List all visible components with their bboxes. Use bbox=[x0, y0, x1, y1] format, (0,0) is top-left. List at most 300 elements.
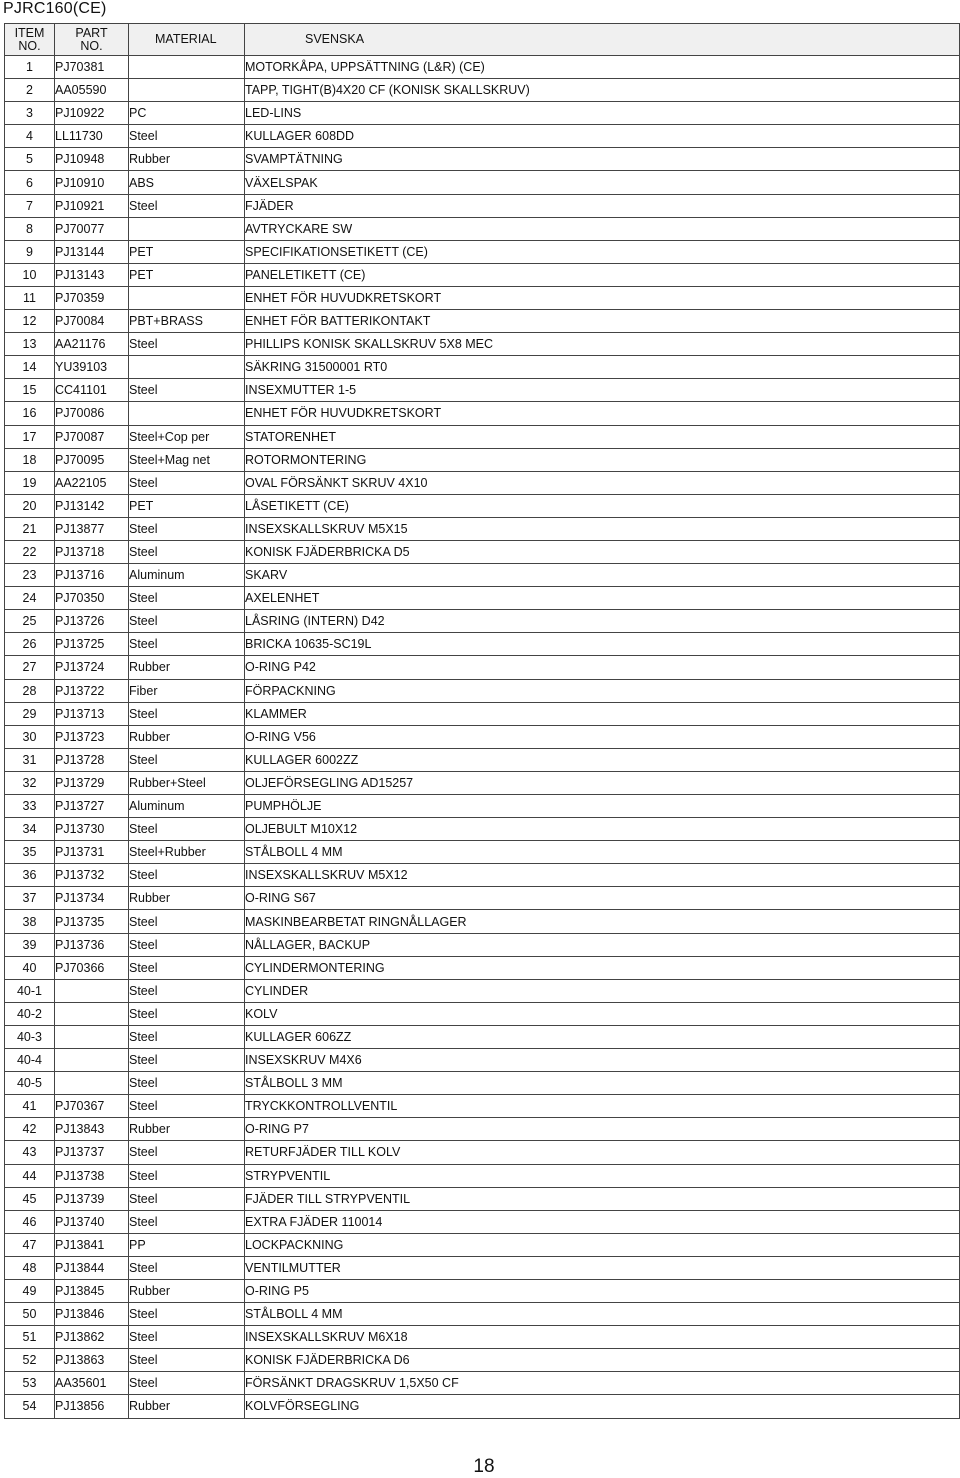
table-row bbox=[5, 1049, 960, 1072]
item-number-cell: 17 bbox=[5, 425, 55, 448]
part-number-cell: PJ13845 bbox=[55, 1279, 129, 1302]
item-number-cell: 14 bbox=[5, 356, 55, 379]
material-cell: Steel bbox=[129, 610, 245, 633]
table-row bbox=[5, 310, 960, 333]
item-number-cell: 36 bbox=[5, 864, 55, 887]
part-number-cell: PJ13734 bbox=[55, 887, 129, 910]
table-row bbox=[5, 471, 960, 494]
part-number-cell: PJ70095 bbox=[55, 448, 129, 471]
material-cell: Steel bbox=[129, 587, 245, 610]
description-cell: KONISK FJÄDERBRICKA D5 bbox=[245, 540, 960, 563]
table-row bbox=[5, 771, 960, 794]
table-row bbox=[5, 979, 960, 1002]
item-number-cell: 43 bbox=[5, 1141, 55, 1164]
material-cell: Steel bbox=[129, 1072, 245, 1095]
part-number-cell: PJ13856 bbox=[55, 1395, 129, 1418]
material-cell bbox=[129, 286, 245, 309]
material-cell: Steel bbox=[129, 633, 245, 656]
part-number-cell: PJ13736 bbox=[55, 933, 129, 956]
item-number-cell: 40-1 bbox=[5, 979, 55, 1002]
material-cell: PBT+BRASS bbox=[129, 310, 245, 333]
description-cell: CYLINDERMONTERING bbox=[245, 956, 960, 979]
table-row bbox=[5, 610, 960, 633]
description-cell: FJÄDER TILL STRYPVENTIL bbox=[245, 1187, 960, 1210]
description-cell: VÄXELSPAK bbox=[245, 171, 960, 194]
material-cell: Rubber bbox=[129, 1395, 245, 1418]
material-cell: Steel+Cop per bbox=[129, 425, 245, 448]
item-number-cell: 40-4 bbox=[5, 1049, 55, 1072]
part-number-cell: AA21176 bbox=[55, 333, 129, 356]
description-cell: STÅLBOLL 4 MM bbox=[245, 841, 960, 864]
table-row bbox=[5, 356, 960, 379]
description-cell: SKARV bbox=[245, 564, 960, 587]
table-row bbox=[5, 263, 960, 286]
material-cell: Steel bbox=[129, 1187, 245, 1210]
part-number-cell: PJ13718 bbox=[55, 540, 129, 563]
part-number-cell: PJ13713 bbox=[55, 702, 129, 725]
item-number-cell: 6 bbox=[5, 171, 55, 194]
header-item-line2: NO. bbox=[18, 38, 41, 53]
part-number-cell: PJ70367 bbox=[55, 1095, 129, 1118]
item-number-cell: 33 bbox=[5, 795, 55, 818]
material-cell: Steel+Rubber bbox=[129, 841, 245, 864]
item-number-cell: 45 bbox=[5, 1187, 55, 1210]
description-cell: INSEXSKALLSKRUV M6X18 bbox=[245, 1326, 960, 1349]
part-number-cell: PJ10922 bbox=[55, 102, 129, 125]
description-cell: SPECIFIKATIONSETIKETT (CE) bbox=[245, 240, 960, 263]
table-row bbox=[5, 1395, 960, 1418]
material-cell: Steel+Mag net bbox=[129, 448, 245, 471]
material-cell: Steel bbox=[129, 1141, 245, 1164]
item-number-cell: 38 bbox=[5, 910, 55, 933]
item-number-cell: 51 bbox=[5, 1326, 55, 1349]
description-cell: KLAMMER bbox=[245, 702, 960, 725]
part-number-cell: PJ70381 bbox=[55, 56, 129, 79]
material-cell: Steel bbox=[129, 379, 245, 402]
item-number-cell: 53 bbox=[5, 1372, 55, 1395]
table-row bbox=[5, 748, 960, 771]
part-number-cell: PJ13716 bbox=[55, 564, 129, 587]
table-row bbox=[5, 494, 960, 517]
material-cell: PET bbox=[129, 494, 245, 517]
description-cell: NÅLLAGER, BACKUP bbox=[245, 933, 960, 956]
description-cell: ROTORMONTERING bbox=[245, 448, 960, 471]
item-number-cell: 19 bbox=[5, 471, 55, 494]
material-cell bbox=[129, 402, 245, 425]
item-number-cell: 1 bbox=[5, 56, 55, 79]
description-cell: CYLINDER bbox=[245, 979, 960, 1002]
part-number-cell bbox=[55, 979, 129, 1002]
table-row bbox=[5, 1372, 960, 1395]
material-cell: Steel bbox=[129, 910, 245, 933]
part-number-cell: PJ13877 bbox=[55, 517, 129, 540]
table-row bbox=[5, 841, 960, 864]
part-number-cell: CC41101 bbox=[55, 379, 129, 402]
table-row bbox=[5, 725, 960, 748]
table-row bbox=[5, 1326, 960, 1349]
item-number-cell: 10 bbox=[5, 263, 55, 286]
item-number-cell: 31 bbox=[5, 748, 55, 771]
description-cell: O-RING P7 bbox=[245, 1118, 960, 1141]
item-number-cell: 29 bbox=[5, 702, 55, 725]
description-cell: ENHET FÖR HUVUDKRETSKORT bbox=[245, 286, 960, 309]
part-number-cell: PJ13731 bbox=[55, 841, 129, 864]
part-number-cell: YU39103 bbox=[55, 356, 129, 379]
item-number-cell: 40-2 bbox=[5, 1002, 55, 1025]
part-number-cell: PJ13144 bbox=[55, 240, 129, 263]
material-cell: Steel bbox=[129, 864, 245, 887]
material-cell: Steel bbox=[129, 818, 245, 841]
material-cell: Steel bbox=[129, 933, 245, 956]
table-row bbox=[5, 517, 960, 540]
item-number-cell: 8 bbox=[5, 217, 55, 240]
material-cell: Steel bbox=[129, 1349, 245, 1372]
part-number-cell: PJ13727 bbox=[55, 795, 129, 818]
part-number-cell: PJ70359 bbox=[55, 286, 129, 309]
item-number-cell: 13 bbox=[5, 333, 55, 356]
table-row bbox=[5, 910, 960, 933]
material-cell: Steel bbox=[129, 748, 245, 771]
material-cell: Steel bbox=[129, 1025, 245, 1048]
material-cell: Rubber+Steel bbox=[129, 771, 245, 794]
description-cell: AVTRYCKARE SW bbox=[245, 217, 960, 240]
material-cell: Rubber bbox=[129, 725, 245, 748]
description-cell: KULLAGER 608DD bbox=[245, 125, 960, 148]
part-number-cell bbox=[55, 1002, 129, 1025]
description-cell: PANELETIKETT (CE) bbox=[245, 263, 960, 286]
header-item-no bbox=[5, 24, 55, 56]
description-cell: KULLAGER 6002ZZ bbox=[245, 748, 960, 771]
part-number-cell: PJ13739 bbox=[55, 1187, 129, 1210]
material-cell: Aluminum bbox=[129, 564, 245, 587]
material-cell bbox=[129, 79, 245, 102]
item-number-cell: 42 bbox=[5, 1118, 55, 1141]
material-cell: Steel bbox=[129, 702, 245, 725]
description-cell: TRYCKKONTROLLVENTIL bbox=[245, 1095, 960, 1118]
description-cell: STATORENHET bbox=[245, 425, 960, 448]
item-number-cell: 50 bbox=[5, 1303, 55, 1326]
item-number-cell: 44 bbox=[5, 1164, 55, 1187]
description-cell: FJÄDER bbox=[245, 194, 960, 217]
description-cell: KOLV bbox=[245, 1002, 960, 1025]
table-row bbox=[5, 1072, 960, 1095]
description-cell: OVAL FÖRSÄNKT SKRUV 4X10 bbox=[245, 471, 960, 494]
material-cell: Steel bbox=[129, 1303, 245, 1326]
description-cell: ENHET FÖR HUVUDKRETSKORT bbox=[245, 402, 960, 425]
part-number-cell: PJ13735 bbox=[55, 910, 129, 933]
material-cell: Steel bbox=[129, 333, 245, 356]
table-row bbox=[5, 818, 960, 841]
description-cell: AXELENHET bbox=[245, 587, 960, 610]
header-part-no bbox=[55, 24, 129, 56]
table-row bbox=[5, 864, 960, 887]
material-cell: Steel bbox=[129, 1326, 245, 1349]
part-number-cell: PJ13725 bbox=[55, 633, 129, 656]
material-cell bbox=[129, 356, 245, 379]
item-number-cell: 40-5 bbox=[5, 1072, 55, 1095]
part-number-cell: PJ13846 bbox=[55, 1303, 129, 1326]
description-cell: BRICKA 10635-SC19L bbox=[245, 633, 960, 656]
material-cell: Rubber bbox=[129, 1118, 245, 1141]
item-number-cell: 20 bbox=[5, 494, 55, 517]
part-number-cell: PJ13737 bbox=[55, 1141, 129, 1164]
item-number-cell: 48 bbox=[5, 1256, 55, 1279]
item-number-cell: 16 bbox=[5, 402, 55, 425]
material-cell: Steel bbox=[129, 125, 245, 148]
description-cell: OLJEFÖRSEGLING AD15257 bbox=[245, 771, 960, 794]
material-cell: Steel bbox=[129, 1210, 245, 1233]
part-number-cell: PJ70350 bbox=[55, 587, 129, 610]
part-number-cell: PJ13862 bbox=[55, 1326, 129, 1349]
item-number-cell: 23 bbox=[5, 564, 55, 587]
item-number-cell: 21 bbox=[5, 517, 55, 540]
part-number-cell: PJ13142 bbox=[55, 494, 129, 517]
material-cell: Steel bbox=[129, 471, 245, 494]
part-number-cell: PJ13732 bbox=[55, 864, 129, 887]
item-number-cell: 28 bbox=[5, 679, 55, 702]
table-row bbox=[5, 656, 960, 679]
material-cell: Rubber bbox=[129, 887, 245, 910]
table-row bbox=[5, 194, 960, 217]
item-number-cell: 40 bbox=[5, 956, 55, 979]
material-cell: Rubber bbox=[129, 656, 245, 679]
description-cell: VENTILMUTTER bbox=[245, 1256, 960, 1279]
part-number-cell bbox=[55, 1025, 129, 1048]
item-number-cell: 15 bbox=[5, 379, 55, 402]
item-number-cell: 22 bbox=[5, 540, 55, 563]
material-cell: Steel bbox=[129, 1002, 245, 1025]
table-row bbox=[5, 887, 960, 910]
part-number-cell: AA05590 bbox=[55, 79, 129, 102]
description-cell: INSEXMUTTER 1-5 bbox=[245, 379, 960, 402]
header-material: MATERIAL bbox=[129, 24, 245, 56]
material-cell: Rubber bbox=[129, 148, 245, 171]
description-cell: EXTRA FJÄDER 110014 bbox=[245, 1210, 960, 1233]
description-cell: O-RING S67 bbox=[245, 887, 960, 910]
material-cell: Rubber bbox=[129, 1279, 245, 1302]
part-number-cell bbox=[55, 1049, 129, 1072]
description-cell: LÅSRING (INTERN) D42 bbox=[245, 610, 960, 633]
description-cell: FÖRPACKNING bbox=[245, 679, 960, 702]
header-item-line1: ITEM bbox=[14, 25, 45, 40]
material-cell: Steel bbox=[129, 194, 245, 217]
material-cell: Steel bbox=[129, 1256, 245, 1279]
table-row bbox=[5, 217, 960, 240]
part-number-cell: PJ10948 bbox=[55, 148, 129, 171]
material-cell: Steel bbox=[129, 1164, 245, 1187]
item-number-cell: 2 bbox=[5, 79, 55, 102]
material-cell: Steel bbox=[129, 979, 245, 1002]
part-number-cell: PJ13729 bbox=[55, 771, 129, 794]
part-number-cell: PJ13726 bbox=[55, 610, 129, 633]
document-title: PJRC160(CE) bbox=[3, 0, 107, 17]
material-cell: Steel bbox=[129, 1095, 245, 1118]
table-row bbox=[5, 1187, 960, 1210]
description-cell: LÅSETIKETT (CE) bbox=[245, 494, 960, 517]
material-cell: Steel bbox=[129, 956, 245, 979]
part-number-cell: PJ13143 bbox=[55, 263, 129, 286]
item-number-cell: 46 bbox=[5, 1210, 55, 1233]
item-number-cell: 12 bbox=[5, 310, 55, 333]
table-row bbox=[5, 286, 960, 309]
table-row bbox=[5, 1279, 960, 1302]
item-number-cell: 54 bbox=[5, 1395, 55, 1418]
parts-table-body bbox=[5, 56, 960, 1419]
table-row bbox=[5, 102, 960, 125]
table-row bbox=[5, 240, 960, 263]
table-row bbox=[5, 148, 960, 171]
table-row bbox=[5, 1141, 960, 1164]
description-cell: PUMPHÖLJE bbox=[245, 795, 960, 818]
material-cell: Steel bbox=[129, 540, 245, 563]
description-cell: FÖRSÄNKT DRAGSKRUV 1,5X50 CF bbox=[245, 1372, 960, 1395]
table-row bbox=[5, 933, 960, 956]
part-number-cell: PJ13843 bbox=[55, 1118, 129, 1141]
description-cell: OLJEBULT M10X12 bbox=[245, 818, 960, 841]
item-number-cell: 47 bbox=[5, 1233, 55, 1256]
table-row bbox=[5, 702, 960, 725]
part-number-cell: PJ70084 bbox=[55, 310, 129, 333]
item-number-cell: 5 bbox=[5, 148, 55, 171]
part-number-cell: PJ13844 bbox=[55, 1256, 129, 1279]
table-row bbox=[5, 540, 960, 563]
description-cell: INSEXSKALLSKRUV M5X15 bbox=[245, 517, 960, 540]
material-cell: PET bbox=[129, 240, 245, 263]
table-row bbox=[5, 171, 960, 194]
description-cell: STRYPVENTIL bbox=[245, 1164, 960, 1187]
material-cell bbox=[129, 56, 245, 79]
item-number-cell: 9 bbox=[5, 240, 55, 263]
description-cell: O-RING V56 bbox=[245, 725, 960, 748]
description-cell: KOLVFÖRSEGLING bbox=[245, 1395, 960, 1418]
item-number-cell: 39 bbox=[5, 933, 55, 956]
description-cell: STÅLBOLL 4 MM bbox=[245, 1303, 960, 1326]
table-row bbox=[5, 1349, 960, 1372]
description-cell: O-RING P42 bbox=[245, 656, 960, 679]
part-number-cell: PJ13730 bbox=[55, 818, 129, 841]
part-number-cell: PJ13724 bbox=[55, 656, 129, 679]
material-cell: Steel bbox=[129, 517, 245, 540]
item-number-cell: 32 bbox=[5, 771, 55, 794]
item-number-cell: 35 bbox=[5, 841, 55, 864]
table-row bbox=[5, 379, 960, 402]
material-cell: Fiber bbox=[129, 679, 245, 702]
table-row bbox=[5, 795, 960, 818]
material-cell: Steel bbox=[129, 1049, 245, 1072]
table-row bbox=[5, 1118, 960, 1141]
table-row bbox=[5, 1095, 960, 1118]
item-number-cell: 3 bbox=[5, 102, 55, 125]
item-number-cell: 41 bbox=[5, 1095, 55, 1118]
description-cell: KULLAGER 606ZZ bbox=[245, 1025, 960, 1048]
header-part-line2: NO. bbox=[80, 38, 103, 53]
item-number-cell: 26 bbox=[5, 633, 55, 656]
description-cell: TAPP, TIGHT(B)4X20 CF (KONISK SKALLSKRUV) bbox=[245, 79, 960, 102]
material-cell: PC bbox=[129, 102, 245, 125]
table-row bbox=[5, 1164, 960, 1187]
part-number-cell: PJ13740 bbox=[55, 1210, 129, 1233]
description-cell: ENHET FÖR BATTERIKONTAKT bbox=[245, 310, 960, 333]
description-cell: LED-LINS bbox=[245, 102, 960, 125]
item-number-cell: 11 bbox=[5, 286, 55, 309]
item-number-cell: 49 bbox=[5, 1279, 55, 1302]
part-number-cell: PJ13722 bbox=[55, 679, 129, 702]
item-number-cell: 30 bbox=[5, 725, 55, 748]
description-cell: RETURFJÄDER TILL KOLV bbox=[245, 1141, 960, 1164]
table-row bbox=[5, 125, 960, 148]
table-row bbox=[5, 1025, 960, 1048]
header-svenska: SVENSKA bbox=[245, 24, 960, 56]
table-row bbox=[5, 564, 960, 587]
part-number-cell: PJ70086 bbox=[55, 402, 129, 425]
table-row bbox=[5, 1233, 960, 1256]
item-number-cell: 52 bbox=[5, 1349, 55, 1372]
part-number-cell: PJ10910 bbox=[55, 171, 129, 194]
material-cell: PET bbox=[129, 263, 245, 286]
item-number-cell: 7 bbox=[5, 194, 55, 217]
description-cell: KONISK FJÄDERBRICKA D6 bbox=[245, 1349, 960, 1372]
table-row bbox=[5, 679, 960, 702]
table-row bbox=[5, 56, 960, 79]
material-cell: Steel bbox=[129, 1372, 245, 1395]
table-row bbox=[5, 1002, 960, 1025]
material-cell: Aluminum bbox=[129, 795, 245, 818]
part-number-cell: PJ13723 bbox=[55, 725, 129, 748]
item-number-cell: 25 bbox=[5, 610, 55, 633]
part-number-cell: PJ13728 bbox=[55, 748, 129, 771]
item-number-cell: 18 bbox=[5, 448, 55, 471]
part-number-cell: PJ70077 bbox=[55, 217, 129, 240]
item-number-cell: 34 bbox=[5, 818, 55, 841]
description-cell: LOCKPACKNING bbox=[245, 1233, 960, 1256]
part-number-cell: PJ13863 bbox=[55, 1349, 129, 1372]
table-row bbox=[5, 1256, 960, 1279]
material-cell bbox=[129, 217, 245, 240]
part-number-cell: PJ70366 bbox=[55, 956, 129, 979]
parts-table bbox=[4, 23, 960, 1419]
description-cell: O-RING P5 bbox=[245, 1279, 960, 1302]
part-number-cell: PJ10921 bbox=[55, 194, 129, 217]
table-row bbox=[5, 587, 960, 610]
item-number-cell: 4 bbox=[5, 125, 55, 148]
item-number-cell: 27 bbox=[5, 656, 55, 679]
description-cell: INSEXSKALLSKRUV M5X12 bbox=[245, 864, 960, 887]
table-row bbox=[5, 633, 960, 656]
part-number-cell: AA22105 bbox=[55, 471, 129, 494]
part-number-cell: LL11730 bbox=[55, 125, 129, 148]
table-row bbox=[5, 402, 960, 425]
item-number-cell: 37 bbox=[5, 887, 55, 910]
header-part-line1: PART bbox=[75, 25, 108, 40]
description-cell: SVAMPTÄTNING bbox=[245, 148, 960, 171]
part-number-cell: PJ13841 bbox=[55, 1233, 129, 1256]
item-number-cell: 24 bbox=[5, 587, 55, 610]
page-number: 18 bbox=[473, 1456, 495, 1477]
table-row bbox=[5, 1210, 960, 1233]
part-number-cell: PJ70087 bbox=[55, 425, 129, 448]
description-cell: INSEXSKRUV M4X6 bbox=[245, 1049, 960, 1072]
item-number-cell: 40-3 bbox=[5, 1025, 55, 1048]
material-cell: ABS bbox=[129, 171, 245, 194]
table-row bbox=[5, 956, 960, 979]
description-cell: MOTORKÅPA, UPPSÄTTNING (L&R) (CE) bbox=[245, 56, 960, 79]
table-row bbox=[5, 1303, 960, 1326]
table-row bbox=[5, 425, 960, 448]
table-header-row bbox=[5, 24, 960, 56]
table-row bbox=[5, 448, 960, 471]
table-row bbox=[5, 333, 960, 356]
part-number-cell: PJ13738 bbox=[55, 1164, 129, 1187]
